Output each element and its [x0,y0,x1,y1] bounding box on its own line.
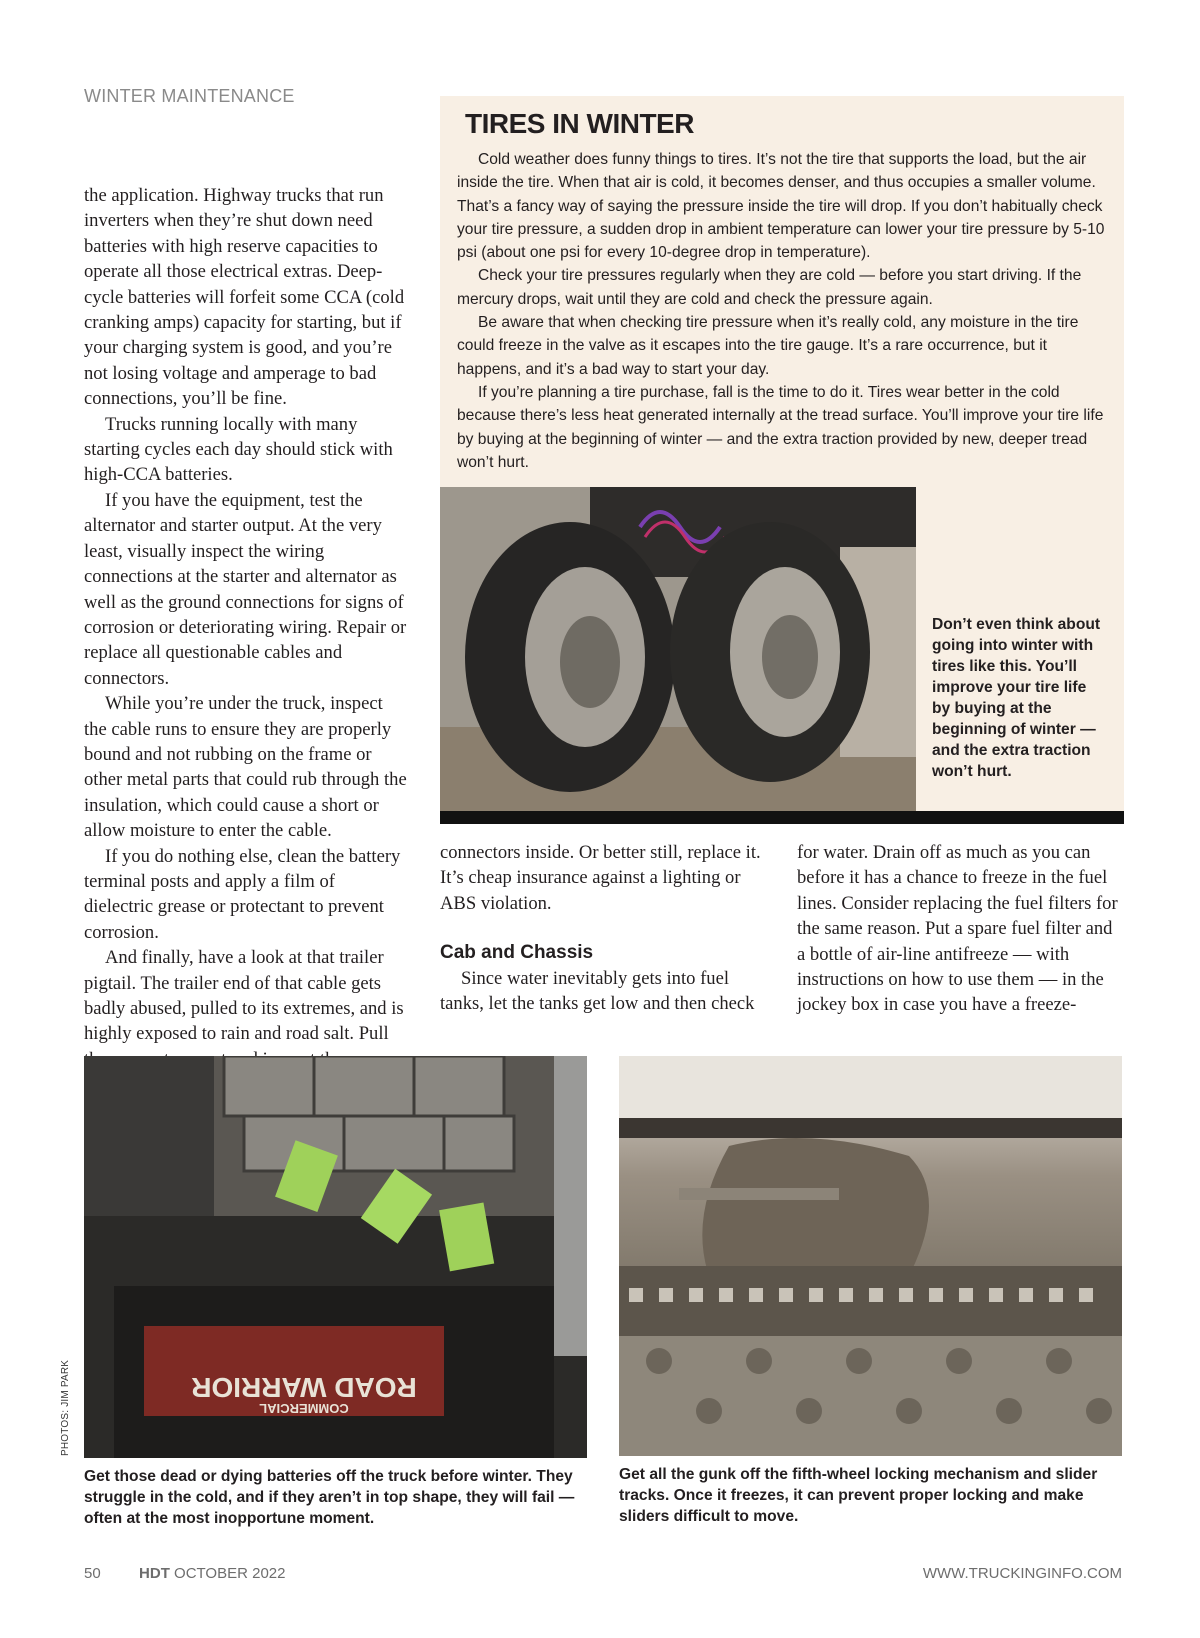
footer-left [84,1565,285,1582]
left-column [84,183,408,1072]
battery-illustration [84,1056,587,1458]
issue-date: OCTOBER 2022 [174,1565,286,1582]
middle-column-top [440,840,764,916]
fifth-wheel-caption: Get all the gunk off the fifth-wheel locking mechanism and slider tracks. Once it freezes, it can prevent proper locking and make sliders difficult to move. [619,1466,1098,1525]
tire-photo [440,487,916,811]
battery-brand-label: ROAD WARRIOR [191,1372,417,1403]
body-paragraph: for water. Drain off as much as you can before it has a chance to freeze in the fuel lines. Consider replacing the fuel filters for the same reason. Put a spare fuel filter and a bottle of air-line antifreeze — with instructions on how to use them — in the jockey box in case you have a freeze- [797,842,1118,1016]
battery-photo [84,1056,587,1458]
body-paragraph: While you’re under the truck, inspect the cable runs to ensure they are properly bound and not rubbing on the frame or other metal parts that could rub through the insulation, which could cause a short or allow moisture to enter the cable. [84,693,407,842]
battery-sublabel: COMMERCIAL [259,1401,349,1416]
sidebar-paragraph: Be aware that when checking tire pressure when it’s really cold, any moisture in the tire could freeze in the valve as it escapes into the tire gauge. It’s a rare occurrence, but it happens, and it’s a bad way to start your day. [457,314,1079,378]
fifth-wheel-photo [619,1056,1122,1456]
battery-caption: Get those dead or dying batteries off the truck before winter. They struggle in the cold, and if they aren’t in top shape, they will fail — often at the most inopportune moment. [84,1468,575,1527]
photo-bar [440,811,1124,824]
page-number: 50 [84,1565,101,1582]
right-column [797,840,1123,1018]
body-paragraph: connectors inside. Or better still, replace it. It’s cheap insurance against a lighting or ABS violation. [440,842,761,914]
fifth-wheel-illustration [619,1056,1122,1456]
tire-photo-caption: Don’t even think about going into winter with tires like this. You’ll improve your tire life by buying at the beginning of winter — and the extra traction won’t hurt. [932,616,1101,780]
sidebar-title: TIRES IN WINTER [465,108,694,139]
footer-website: WWW.TRUCKINGINFO.COM [922,1565,1122,1582]
body-paragraph: Trucks running locally with many starting cycles each day should stick with high-CCA batteries. [84,413,393,486]
magazine-name: HDT [139,1565,170,1582]
sidebar-paragraph: Cold weather does funny things to tires. It’s not the tire that supports the load, but the air inside the tire. When that air is cold, it becomes denser, and thus occupies a smaller volume. That’s a fancy way of saying the pressure inside the tire will drop. If you don’t habitually check your tire pressure, a sudden drop in ambient temperature can lower your tire pressure by 5-10 psi (about one psi for every 10-degree drop in temperature). [457,151,1105,262]
photo-credit: PHOTOS: JIM PARK [60,1359,71,1456]
sidebar-paragraph: If you’re planning a tire purchase, fall is the time to do it. Tires wear better in the cold because there’s less heat generated internally at the tread surface. You’ll improve your tire life by buying at the beginning of winter — and the extra traction provided by new, deeper tread won’t hurt. [457,383,1104,471]
sidebar-text [457,148,1109,474]
body-paragraph: If you do nothing else, clean the battery terminal posts and apply a film of dielectric grease or protectant to prevent corrosion. [84,845,401,943]
subhead: Cab and Chassis [440,942,594,963]
body-paragraph: Since water inevitably gets into fuel tanks, let the tanks get low and then check [440,968,755,1015]
body-paragraph: And finally, have a look at that trailer pigtail. The trailer end of that cable gets badly abused, pulled to its extremes, and is highly exposed to rain and road salt. Pull [84,947,404,1045]
body-paragraph: the application. Highway trucks that run inverters when they’re shut down need batteries with high reserve capacities to operate all those electrical extras. Deep-cycle batteries will forfeit some CCA (cold cranking amps) capacity for starting, but if your charging system is good, and you’re not losing voltage and amperage to bad connections, you’ll be fine. [84,185,405,410]
middle-column-bottom [440,966,764,1017]
body-paragraph: If you have the equipment, test the alternator and starter output. At the very least, visually inspect the wiring connections at the starter and alternator as well as the ground connections for signs of corrosion or deteriorating wiring. Repair or replace all questionable cables and connectors. [84,489,407,689]
section-label: WINTER MAINTENANCE [84,86,295,106]
tire-illustration [440,487,916,811]
sidebar-paragraph: Check your tire pressures regularly when they are cold — before you start driving. If the mercury drops, wait until they are cold and check the pressure again. [457,267,1082,308]
